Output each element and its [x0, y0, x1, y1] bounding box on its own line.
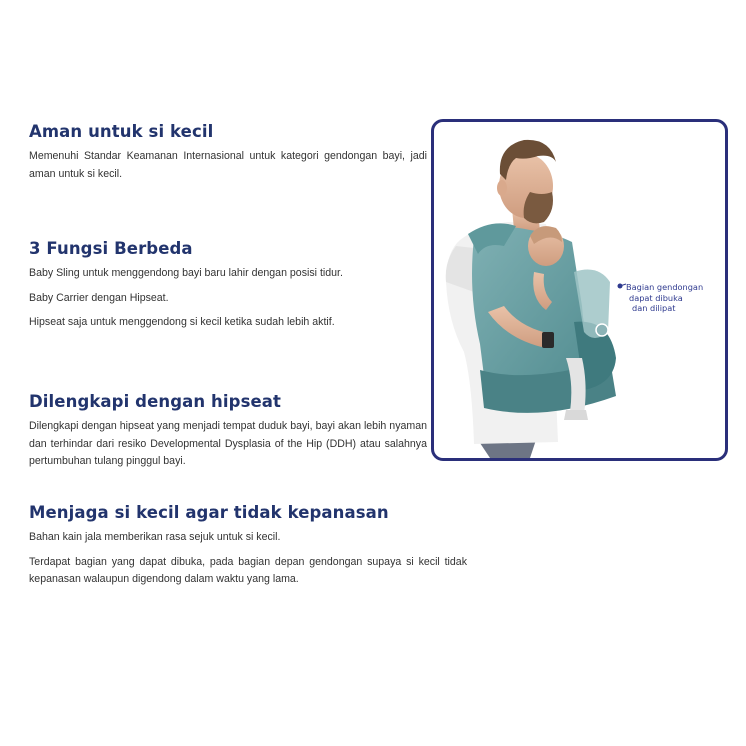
section-cooling [29, 503, 467, 589]
section-text: Dilengkapi dengan hipseat yang menjadi tempat duduk bayi, bayi akan lebih nyaman dan terhindar dari resiko Developmental Dysplasia of the Hip (DDH) atau salahnya pertumbuhan tulang pinggul bayi. [29, 420, 427, 467]
section-title: Menjaga si kecil agar tidak kepanasan [29, 503, 389, 522]
section-hipseat [29, 392, 427, 471]
callout-line: Bagian gendongan [626, 282, 704, 292]
section-text: Terdapat bagian yang dapat dibuka, pada bagian depan gendongan supaya si kecil tidak kepanasan walaupun digendong dalam waktu yang lama. [29, 555, 467, 585]
section-title: Aman untuk si kecil [29, 122, 214, 141]
section-title: 3 Fungsi Berbeda [29, 239, 193, 258]
product-photo [431, 119, 728, 461]
section-functions [29, 239, 427, 332]
callout-line: dan dilipat [632, 303, 676, 313]
section-text: Hipseat saja untuk menggendong si kecil ketika sudah lebih aktif. [29, 316, 335, 328]
section-safety [29, 122, 427, 183]
section-text: Memenuhi Standar Keamanan Internasional untuk kategori gendongan bayi, jadi aman untuk si kecil. [29, 150, 427, 180]
section-text: Baby Carrier dengan Hipseat. [29, 291, 169, 304]
callout-label [626, 282, 726, 314]
section-title: Dilengkapi dengan hipseat [29, 392, 282, 411]
section-text: Bahan kain jala memberikan rasa sejuk untuk si kecil. [29, 531, 281, 543]
section-text: Baby Sling untuk menggendong bayi baru lahir dengan posisi tidur. [29, 267, 343, 279]
callout-line: dapat dibuka [629, 292, 683, 303]
